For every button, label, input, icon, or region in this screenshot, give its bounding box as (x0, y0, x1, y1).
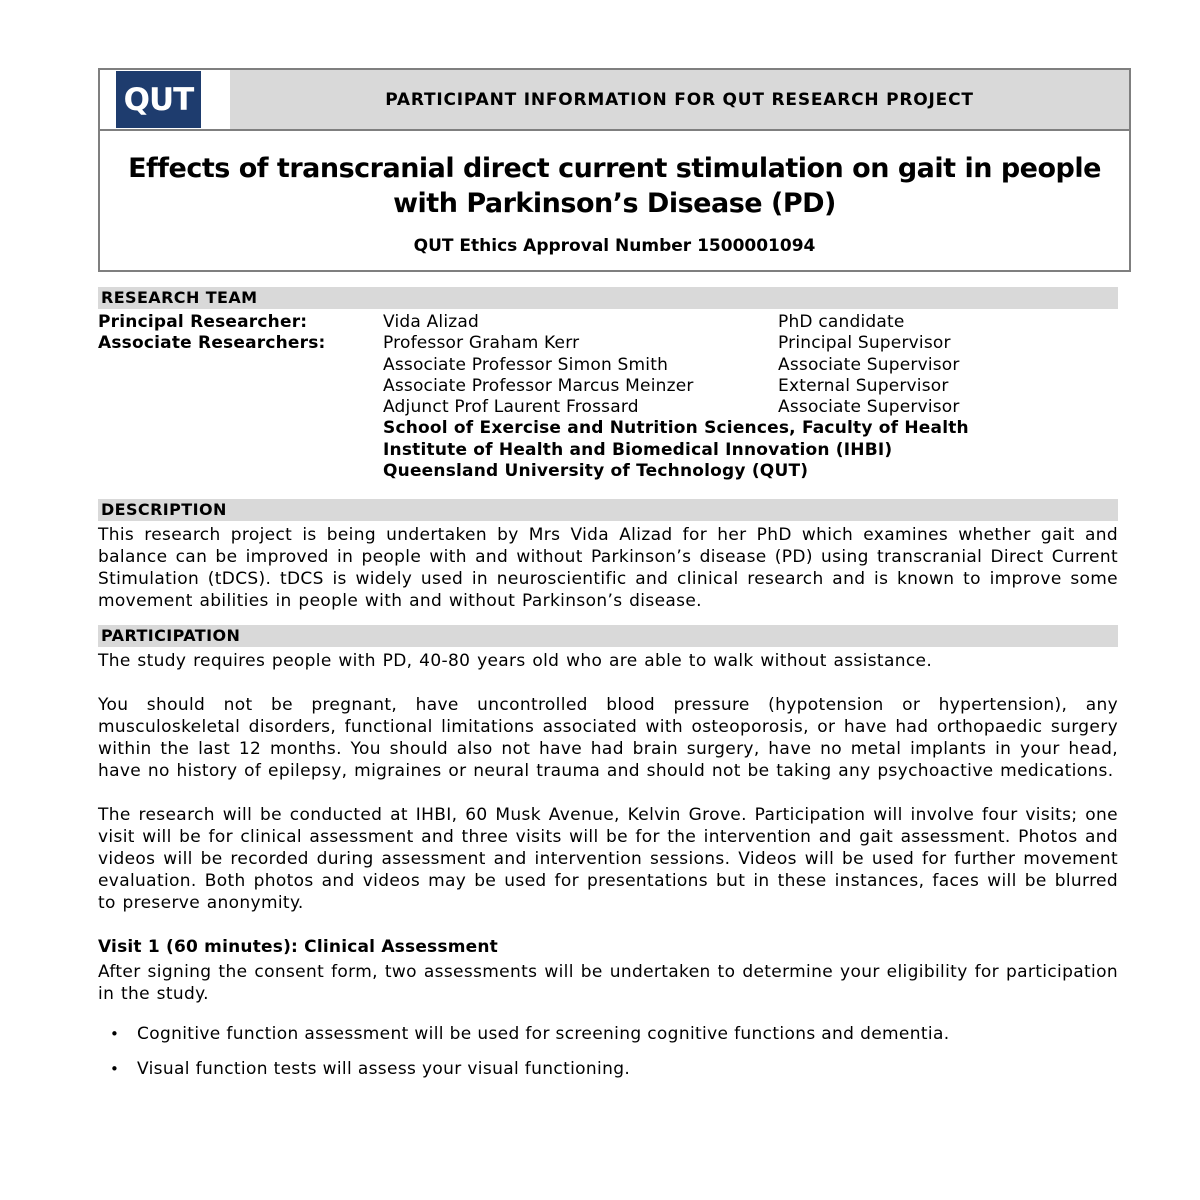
section-heading-participation: PARTICIPATION (98, 625, 1118, 647)
section-heading-research-team: RESEARCH TEAM (98, 287, 1118, 309)
team-row-label (98, 376, 383, 397)
team-affiliation: School of Exercise and Nutrition Sciences, Faculty of Health (383, 418, 969, 439)
visit-1-intro-paragraph: After signing the consent form, two assessments will be undertaken to determine your eligibility for participation in the study. (98, 962, 1118, 1005)
team-row-name: Associate Professor Simon Smith (383, 354, 669, 375)
participation-paragraph-2: You should not be pregnant, have uncontrolled blood pressure (hypotension or hypertension), any musculoskeletal disorders, functional limitations associated with osteoporosis, or have had orthopaedic surgery within the last 12 months. You should also not have had brain surgery, have no metal implants in your head, have no history of epilepsy, migraines or neural trauma and should not be taking any psychoactive medications. (98, 695, 1118, 782)
participation-paragraph-1: The study requires people with PD, 40-80 years old who are able to walk without assistance. (98, 651, 933, 672)
team-row-role: Associate Supervisor (778, 397, 960, 418)
participation-paragraph-3: The research will be conducted at IHBI, 60 Musk Avenue, Kelvin Grove. Participation will involve four visits; one visit will be for clinical assessment and three visits will be for the intervention and gait assessment. Photos and videos will be recorded during assessment and intervention sessions. Videos will be used for further movement evaluation. Both photos and videos may be used for presentations but in these instances, faces will be blurred to preserve anonymity. (98, 805, 1118, 914)
team-row-role: Principal Supervisor (778, 333, 951, 354)
document-header (98, 68, 1131, 272)
team-row-label: Associate Researchers: (98, 333, 326, 354)
team-affiliation: Queensland University of Technology (QUT) (383, 461, 809, 482)
document-title-line-2: with Parkinson’s Disease (PD) (393, 188, 836, 219)
ethics-approval-number: QUT Ethics Approval Number 1500001094 (413, 236, 816, 256)
document-title-line-1: Effects of transcranial direct current stimulation on gait in people (128, 153, 1101, 184)
section-heading-description: DESCRIPTION (98, 499, 1118, 521)
team-affiliation: Institute of Health and Biomedical Innovation (IHBI) (383, 439, 893, 460)
team-row-name: Vida Alizad (383, 312, 479, 332)
team-row-label (98, 397, 383, 418)
team-row-label (98, 355, 383, 376)
list-item (98, 1023, 1118, 1045)
team-row-label: Principal Researcher: (98, 312, 308, 332)
header-banner-row (100, 70, 1129, 131)
qut-logo-icon: QUT (116, 71, 201, 128)
visit-1-heading: Visit 1 (60 minutes): Clinical Assessment (98, 937, 498, 958)
assessment-bullet-list (98, 1023, 1118, 1080)
bullet-icon: • (110, 1025, 120, 1044)
bullet-icon: • (110, 1060, 120, 1079)
bullet-text: Cognitive function assessment will be used for screening cognitive functions and dementia. (137, 1024, 950, 1045)
team-row-name: Adjunct Prof Laurent Frossard (383, 397, 639, 418)
team-row-name: Professor Graham Kerr (383, 333, 580, 354)
research-team-table (98, 312, 1118, 482)
team-row-role: Associate Supervisor (778, 354, 960, 375)
description-paragraph: This research project is being undertaken by Mrs Vida Alizad for her PhD which examines whether gait and balance can be improved in people with and without Parkinson’s disease (PD) using transcranial Direct Current Stimulation (tDCS). tDCS is widely used in neuroscientific and clinical research and is known to improve some movement abilities in people with and without Parkinson’s disease. (98, 525, 1118, 612)
logo-cell (100, 70, 217, 129)
team-row-role: External Supervisor (778, 375, 949, 396)
team-row-role: PhD candidate (778, 312, 905, 332)
title-area (100, 131, 1129, 270)
banner-cell (230, 70, 1129, 129)
list-item (98, 1058, 1118, 1080)
bullet-text: Visual function tests will assess your visual functioning. (137, 1059, 631, 1080)
banner-title: PARTICIPANT INFORMATION FOR QUT RESEARCH PROJECT (385, 89, 974, 110)
team-row-name: Associate Professor Marcus Meinzer (383, 375, 694, 396)
